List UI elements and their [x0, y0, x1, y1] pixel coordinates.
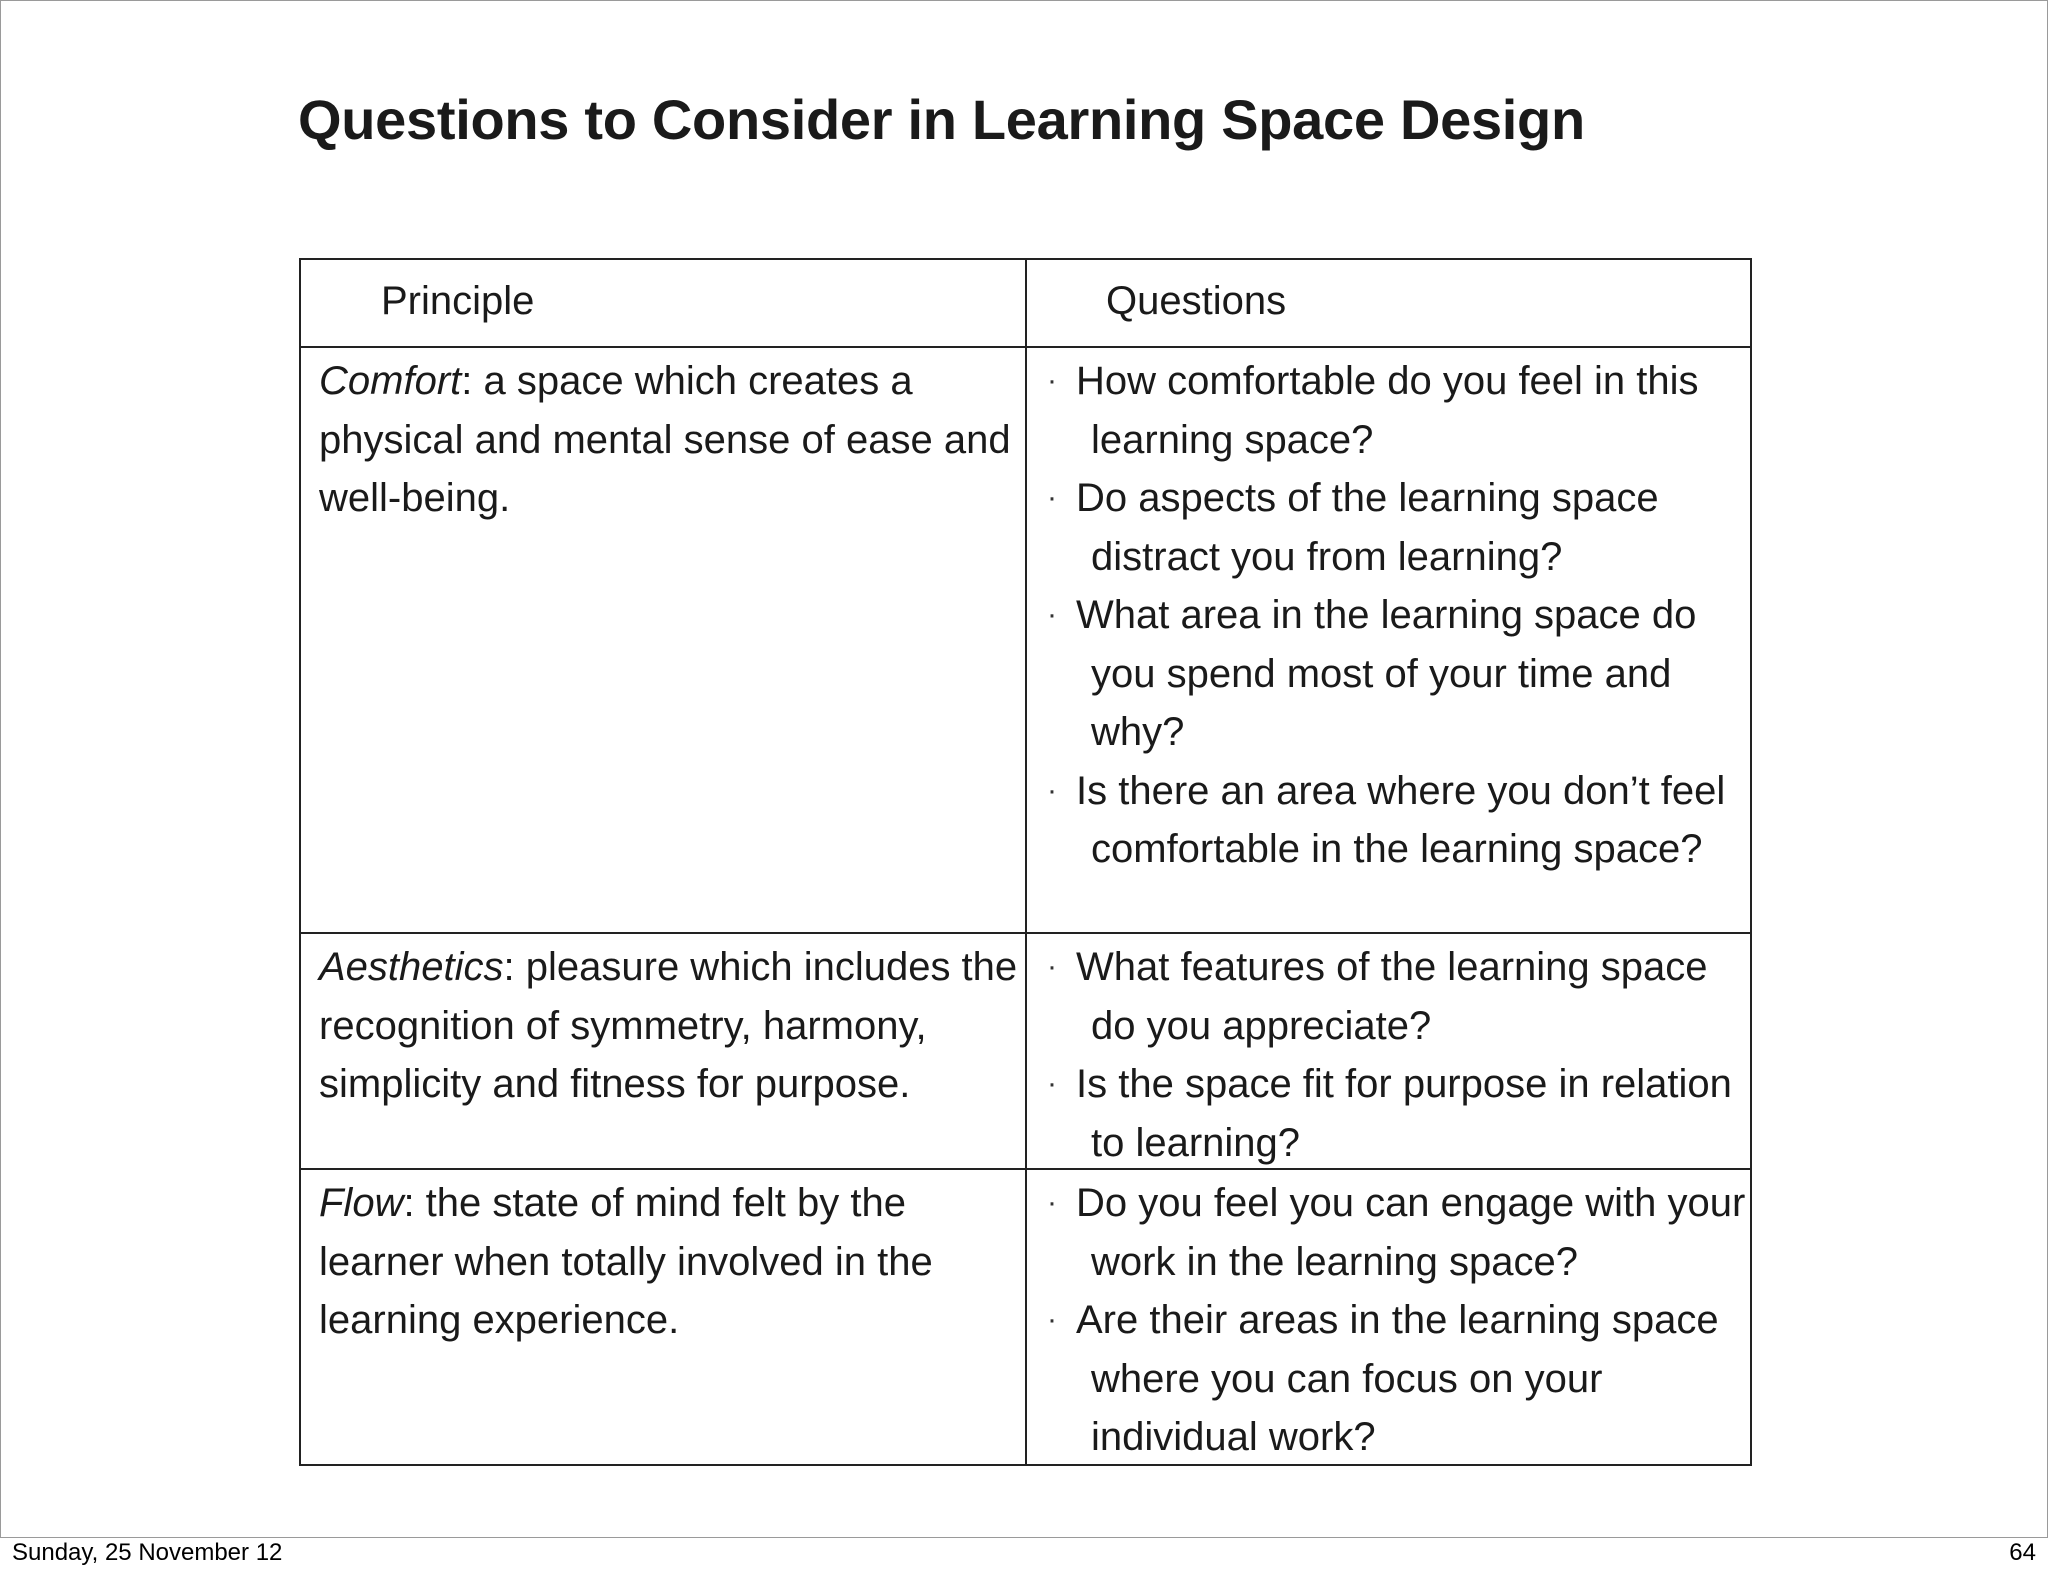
principle-cell [319, 348, 1019, 528]
principle-cell [319, 934, 1019, 1114]
question-item [1027, 762, 1752, 879]
question-text: What features of the learning space do you appreciate? [1076, 945, 1708, 1048]
header-questions: Questions [1106, 279, 1287, 323]
questions-cell [1027, 934, 1752, 1172]
bullet-icon: · [1047, 950, 1057, 983]
principle-description: : the state of mind felt by the learner when totally involved in the learning experience. [319, 1181, 933, 1342]
questions-cell [1027, 1170, 1752, 1467]
question-text: What area in the learning space do you spend most of your time and why? [1076, 593, 1697, 754]
bullet-icon: · [1047, 773, 1057, 807]
question-item [1027, 1291, 1752, 1467]
header-principle: Principle [381, 279, 535, 323]
question-text: How comfortable do you feel in this learning space? [1076, 359, 1699, 462]
question-item [1027, 1174, 1752, 1291]
question-item [1027, 938, 1752, 1055]
table-row [301, 934, 1750, 1170]
question-text: Are their areas in the learning space where you can focus on your individual work? [1076, 1298, 1719, 1459]
question-list [1027, 938, 1752, 1172]
question-item [1027, 352, 1752, 469]
question-text: Is the space fit for purpose in relation to learning? [1076, 1062, 1732, 1165]
slide-title: Questions to Consider in Learning Space Design [298, 88, 1585, 151]
bullet-icon: · [1047, 598, 1057, 631]
bullet-icon: · [1047, 1067, 1057, 1100]
principle-description: : pleasure which includes the recognition of symmetry, harmony, simplicity and fitness for purpose. [319, 945, 1018, 1106]
bullet-icon: · [1047, 364, 1057, 397]
question-text: Do aspects of the learning space distract you from learning? [1076, 476, 1659, 579]
question-item [1027, 1055, 1752, 1172]
bullet-icon: · [1047, 481, 1057, 514]
question-text: Do you feel you can engage with your work in the learning space? [1076, 1181, 1746, 1284]
principle-name: Aesthetics [319, 945, 504, 989]
questions-cell [1027, 348, 1752, 879]
table-row [301, 1170, 1750, 1466]
principle-description: : a space which creates a physical and mental sense of ease and well-being. [319, 359, 1011, 520]
footer-date: Sunday, 25 November 12 [12, 1539, 283, 1566]
page-number: 64 [2009, 1539, 2036, 1566]
column-divider [1025, 260, 1027, 346]
principle-name: Comfort [319, 359, 462, 403]
bullet-icon: · [1047, 1186, 1057, 1219]
principles-table [299, 258, 1752, 1466]
principle-cell [319, 1170, 1019, 1350]
bullet-icon: · [1047, 1303, 1057, 1336]
table-header-row [301, 260, 1750, 348]
question-list [1027, 352, 1752, 879]
question-item [1027, 586, 1752, 762]
question-list [1027, 1174, 1752, 1467]
principle-name: Flow [319, 1181, 404, 1225]
table-row [301, 348, 1750, 934]
question-text: Is there an area where you don’t feel comfortable in the learning space? [1076, 768, 1726, 871]
question-item [1027, 469, 1752, 586]
